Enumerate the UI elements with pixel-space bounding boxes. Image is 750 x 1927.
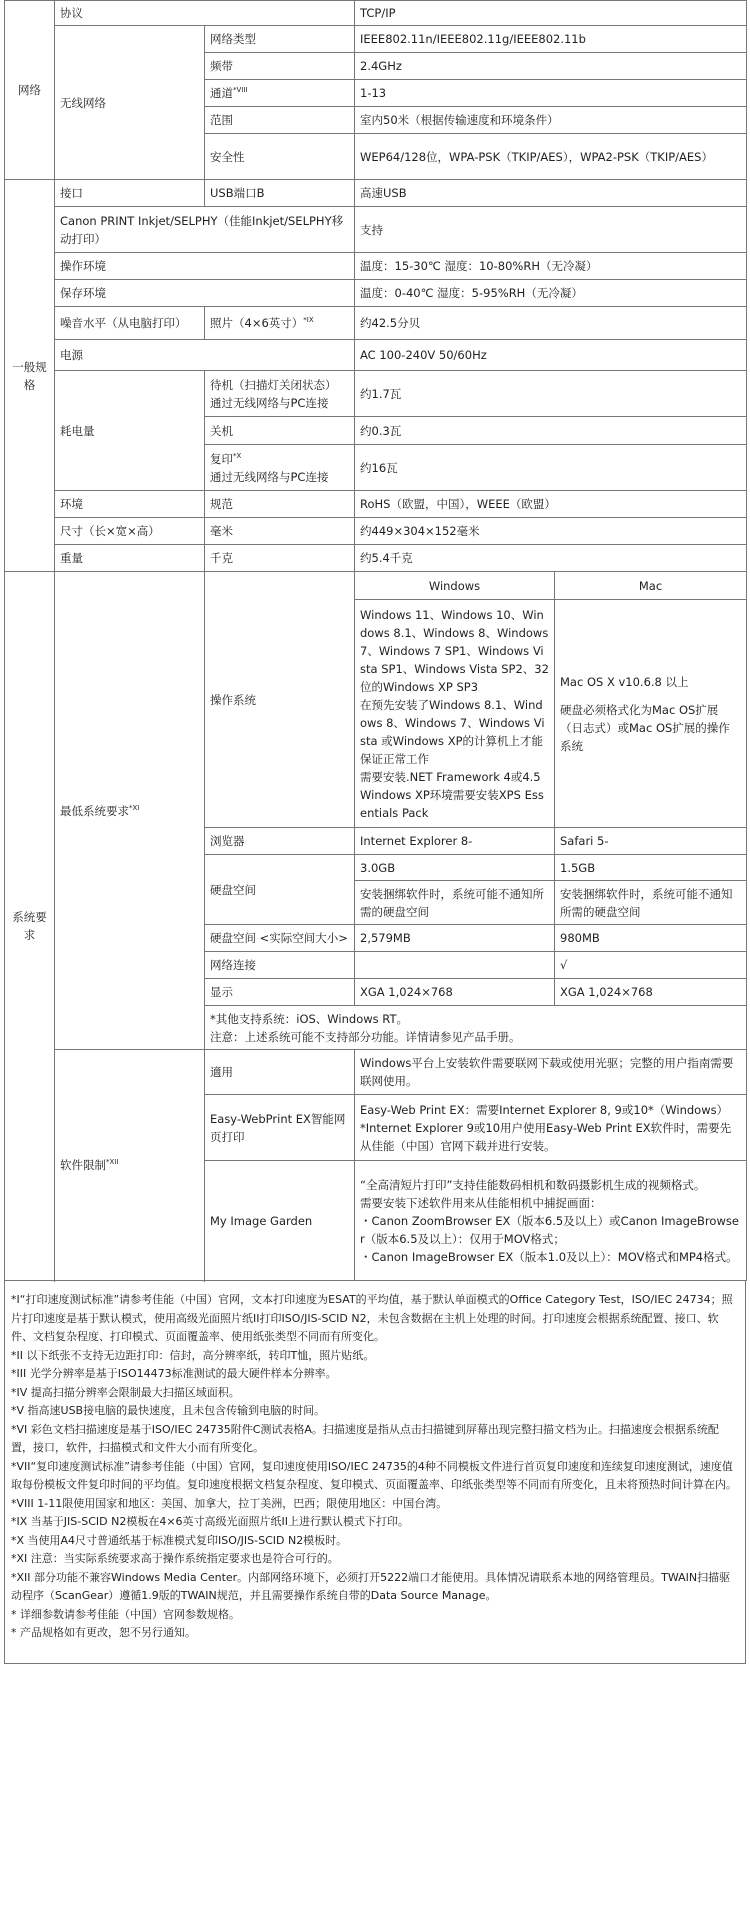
browser-windows: Internet Explorer 8- — [355, 828, 555, 855]
wireless-label: 无线网络 — [55, 26, 205, 180]
display-mac: XGA 1,024×768 — [555, 979, 747, 1006]
interface-value: 高速USB — [355, 180, 747, 207]
os-mac: Mac OS X v10.6.8 以上 硬盘必须格式化为Mac OS扩展（日志式）或Mac OS扩展的操作系统 — [555, 600, 747, 828]
copy-value: 约16瓦 — [355, 445, 747, 491]
interface-label: 接口 — [55, 180, 205, 207]
range-value: 室内50米（根据传输速度和环境条件） — [355, 107, 747, 134]
section-system: 系统要求 — [5, 572, 55, 1281]
protocol-label: 协议 — [55, 1, 355, 26]
dimensions-label: 尺寸（长×宽×高） — [55, 518, 205, 545]
noise-value: 约42.5分贝 — [355, 307, 747, 340]
weight-value: 约5.4千克 — [355, 545, 747, 572]
dimensions-unit: 毫米 — [205, 518, 355, 545]
security-value: WEP64/128位，WPA-PSK（TKIP/AES），WPA2-PSK（TKIP/AES） — [355, 134, 747, 180]
mig-label: My Image Garden — [205, 1161, 355, 1281]
footnote-x: *X 当使用A4尺寸普通纸基于标准模式复印ISO/JIS-SCID N2模板时。 — [11, 1533, 348, 1547]
browser-label: 浏览器 — [205, 828, 355, 855]
footnote-ii: *II 以下纸张不支持无边距打印：信封，高分辨率纸，转印T恤，照片贴纸。 — [11, 1348, 375, 1362]
network-type-value: IEEE802.11n/IEEE802.11g/IEEE802.11b — [355, 26, 747, 53]
environment-label: 环境 — [55, 491, 205, 518]
operating-env-label: 操作环境 — [55, 253, 355, 280]
disk-label: 硬盘空间 — [205, 855, 355, 925]
other-systems-note: *其他支持系统：iOS、Windows RT。 注意：上述系统可能不支持部分功能。详情请参见产品手册。 — [205, 1006, 747, 1050]
regulation-value: RoHS（欧盟，中国），WEEE（欧盟） — [355, 491, 747, 518]
easyweb-label: Easy-WebPrint EX智能网页打印 — [205, 1095, 355, 1161]
protocol-value: TCP/IP — [355, 1, 747, 26]
footnotes — [4, 1281, 746, 1664]
section-network: 网络 — [5, 1, 55, 180]
channel-footnote-mark: *VIII — [233, 86, 248, 95]
band-label: 频带 — [205, 53, 355, 80]
weight-label: 重量 — [55, 545, 205, 572]
disk-actual-windows: 2,579MB — [355, 925, 555, 952]
power-value: AC 100-240V 50/60Hz — [355, 340, 747, 371]
display-windows: XGA 1,024×768 — [355, 979, 555, 1006]
standby-label: 待机（扫描灯关闭状态） 通过无线网络与PC连接 — [205, 371, 355, 417]
footnote-vi: *VI 彩色文档扫描速度是基于ISO/IEC 24735附件C测试表格A。扫描速度是指从点击扫描键到屏幕出现完整扫描文档为止。扫描速度会根据系统配置，接口，软件，扫描模式和文件大小而有所变化。 — [11, 1422, 719, 1454]
footnote-details: * 详细参数请参考佳能（中国）官网参数规格。 — [11, 1607, 240, 1621]
storage-env-value: 温度：0-40℃ 湿度：5-95%RH（无冷凝） — [355, 280, 747, 307]
channel-label: 通道$^{*VIII}$ — [205, 80, 355, 107]
power-label: 电源 — [55, 340, 355, 371]
disk-windows: 3.0GB — [355, 855, 555, 881]
os-label: 操作系统 — [205, 572, 355, 828]
footnote-v: *V 指高速USB接电脑的最快速度，且未包含传输到电脑的时间。 — [11, 1404, 326, 1417]
mac-header: Mac — [555, 572, 747, 600]
footnote-iii: *III 光学分辨率是基于ISO14473标准测试的最大硬件样本分辨率。 — [11, 1367, 337, 1380]
channel-value: 1-13 — [355, 80, 747, 107]
sw-limit-label: 软件限制$^{*XII}$ — [55, 1050, 205, 1281]
security-label: 安全性 — [205, 134, 355, 180]
operating-env-value: 温度：15-30℃ 湿度：10-80%RH（无冷凝） — [355, 253, 747, 280]
copy-label: 复印$^{*X}$ 通过无线网络与PC连接 — [205, 445, 355, 491]
applicable-value: Windows平台上安装软件需要联网下载或使用光驱；完整的用户指南需要联网使用。 — [355, 1050, 747, 1095]
mig-value: “全高清短片打印”支持佳能数码相机和数码摄影机生成的视频格式。 需要安装下述软件用来从佳能相机中捕捉画面： ・Canon ZoomBrowser EX（版本6.5及以上）或Canon ImageBrowser（版本6.5及以上）：仅用于MOV格式； ・Canon ImageBrowser EX（版本1.0及以上）：MOV格式和MP4格式。 — [355, 1161, 747, 1281]
network-conn-label: 网络连接 — [205, 952, 355, 979]
sw-limit-footnote-mark: *XII — [106, 1158, 119, 1167]
footnote-viii: *VIII 1-11限使用国家和地区：美国、加拿大，拉丁美洲，巴西；限使用地区：中国台湾。 — [11, 1496, 448, 1510]
applicable-label: 適用 — [205, 1050, 355, 1095]
network-conn-windows — [355, 952, 555, 979]
network-conn-mac: √ — [555, 952, 747, 979]
range-label: 范围 — [205, 107, 355, 134]
off-label: 关机 — [205, 417, 355, 445]
footnote-change-notice: * 产品规格如有更改，恕不另行通知。 — [11, 1626, 196, 1639]
disk-actual-label: 硬盘空间 <实际空间大小> — [205, 925, 355, 952]
dimensions-value: 约449×304×152毫米 — [355, 518, 747, 545]
standby-value: 约1.7瓦 — [355, 371, 747, 417]
disk-actual-mac: 980MB — [555, 925, 747, 952]
min-req-footnote-mark: *XI — [129, 803, 140, 812]
disk-note-windows: 安装捆绑软件时，系统可能不通知所需的硬盘空间 — [355, 881, 555, 925]
network-type-label: 网络类型 — [205, 26, 355, 53]
interface-sub: USB端口B — [205, 180, 355, 207]
consumption-label: 耗电量 — [55, 371, 205, 491]
footnote-xii: *XII 部分功能不兼容Windows Media Center。内部网络环境下，必须打开5222端口才能使用。具体情况请联系本地的网络管理员。TWAIN扫描驱动程序（ScanGear）遵循1.9版的TWAIN规范，并且需要操作系统自带的Data Source Manage。 — [11, 1570, 731, 1602]
footnote-xi: *XI 注意：当实际系统要求高于操作系统指定要求也是符合可行的。 — [11, 1552, 339, 1565]
weight-unit: 千克 — [205, 545, 355, 572]
os-windows: Windows 11、Windows 10、Windows 8.1、Windows 8、Windows 7、Windows 7 SP1、Windows Vista SP1、Windows Vista SP2、32位的Windows XP SP3 在预先安装了Windows 8.1、Windows 8、Windows 7、Windows Vista 或Windows XP的计算机上才能保证正常工作 需要安装.NET Framework 4或4.5 Windows XP环境需要安装XPS Essentials Pack — [355, 600, 555, 828]
canon-print-value: 支持 — [355, 207, 747, 253]
noise-label: 噪音水平（从电脑打印） — [55, 307, 205, 340]
footnote-iv: *IV 提高扫描分辨率会限制最大扫描区域面积。 — [11, 1385, 240, 1399]
windows-header: Windows — [355, 572, 555, 600]
noise-footnote-mark: *IX — [303, 316, 314, 325]
footnote-ix: *IX 当基于JIS-SCID N2模板在4×6英寸高级光面照片纸II上进行默认模式下打印。 — [11, 1515, 410, 1528]
display-label: 显示 — [205, 979, 355, 1006]
band-value: 2.4GHz — [355, 53, 747, 80]
spec-table — [4, 0, 747, 1281]
browser-mac: Safari 5- — [555, 828, 747, 855]
disk-note-mac: 安装捆绑软件时，系统可能不通知所需的硬盘空间 — [555, 881, 747, 925]
section-general: 一般规格 — [5, 180, 55, 572]
noise-sub: 照片（4×6英寸）$^{*IX}$ — [205, 307, 355, 340]
footnote-i: *I“打印速度测试标准”请参考佳能（中国）官网，文本打印速度为ESAT的平均值，基于默认单面模式的Office Category Test，ISO/IEC 24734；照片打印速度是基于默认模式，使用高级光面照片纸II打印ISO/JIS-SCID N2，未包含数据在主机上处理的时间。打印速度会根据系统配置、接口、软件、文档复杂程度、打印模式、页面覆盖率、使用纸张类型不同而有所变化。 — [11, 1293, 733, 1343]
easyweb-value: Easy-Web Print EX：需要Internet Explorer 8, 9或10*（Windows） *Internet Explorer 9或10用户使用Easy-Web Print EX软件时，需要先从佳能（中国）官网下载并进行安装。 — [355, 1095, 747, 1161]
copy-footnote-mark: *X — [233, 451, 242, 460]
min-req-label: 最低系统要求$^{*XI}$ — [55, 572, 205, 1050]
storage-env-label: 保存环境 — [55, 280, 355, 307]
off-value: 约0.3瓦 — [355, 417, 747, 445]
disk-mac: 1.5GB — [555, 855, 747, 881]
footnote-vii: *VII“复印速度测试标准”请参考佳能（中国）官网，复印速度使用ISO/IEC 24735的4种不同模板文件进行首页复印速度和连续复印速度测试，速度值取每份模板文件复印时间的平均值。复印速度根据文档复杂程度、复印模式、页面覆盖率、印纸张类型等不同而有所变化，且未将预热时间计算在内。 — [11, 1459, 737, 1491]
regulation-label: 规范 — [205, 491, 355, 518]
canon-print-label: Canon PRINT Inkjet/SELPHY（佳能Inkjet/SELPHY移动打印） — [55, 207, 355, 253]
